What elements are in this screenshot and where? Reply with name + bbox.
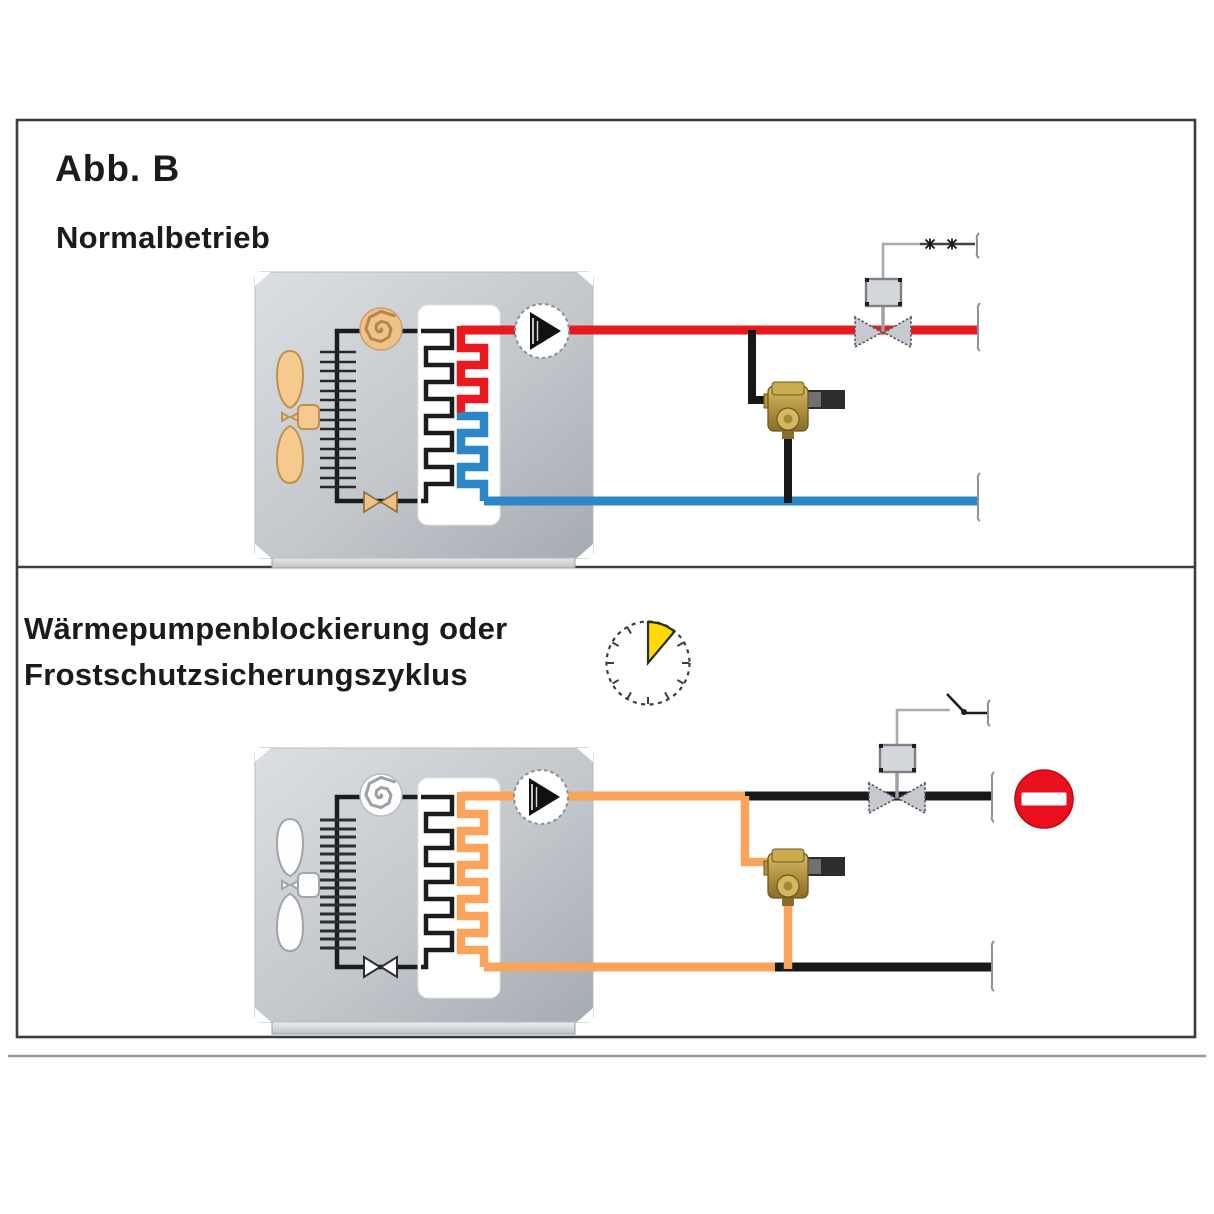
figure-label: Abb. B (55, 148, 181, 189)
compressor-spiral-icon (360, 308, 402, 350)
overflow-branch-top (745, 796, 768, 862)
panel-blocking-diagram (255, 622, 1073, 1035)
panel-normal-diagram (255, 233, 980, 568)
overflow-branch-top (752, 330, 768, 400)
timer-clock-icon (607, 622, 690, 705)
panel-blocking-title-line1: Wärmepumpenblockierung oder (24, 611, 508, 646)
contact-pivot (961, 709, 967, 715)
motorized-valve-icon (869, 744, 925, 813)
panel-blocking-title-line2: Frostschutzsicherungszyklus (24, 657, 468, 692)
system-boundary-marker (988, 700, 994, 991)
compressor-spiral-icon (360, 774, 402, 816)
brass-overflow-valve-icon (764, 849, 845, 906)
circulation-pump-icon (514, 770, 568, 824)
figure-frame (8, 120, 1206, 1056)
unit-base (272, 1022, 575, 1034)
contact-open-icon (947, 694, 988, 714)
circulation-pump-icon (515, 304, 569, 358)
fin-stack (320, 352, 356, 487)
actuator-wire (883, 244, 920, 281)
no-entry-icon (1015, 770, 1073, 828)
motorized-valve-icon (855, 278, 911, 347)
actuator-wire (897, 710, 950, 748)
system-boundary-marker (977, 233, 980, 521)
panel-normal-title: Normalbetrieb (56, 220, 271, 255)
brass-overflow-valve-icon (764, 382, 845, 439)
